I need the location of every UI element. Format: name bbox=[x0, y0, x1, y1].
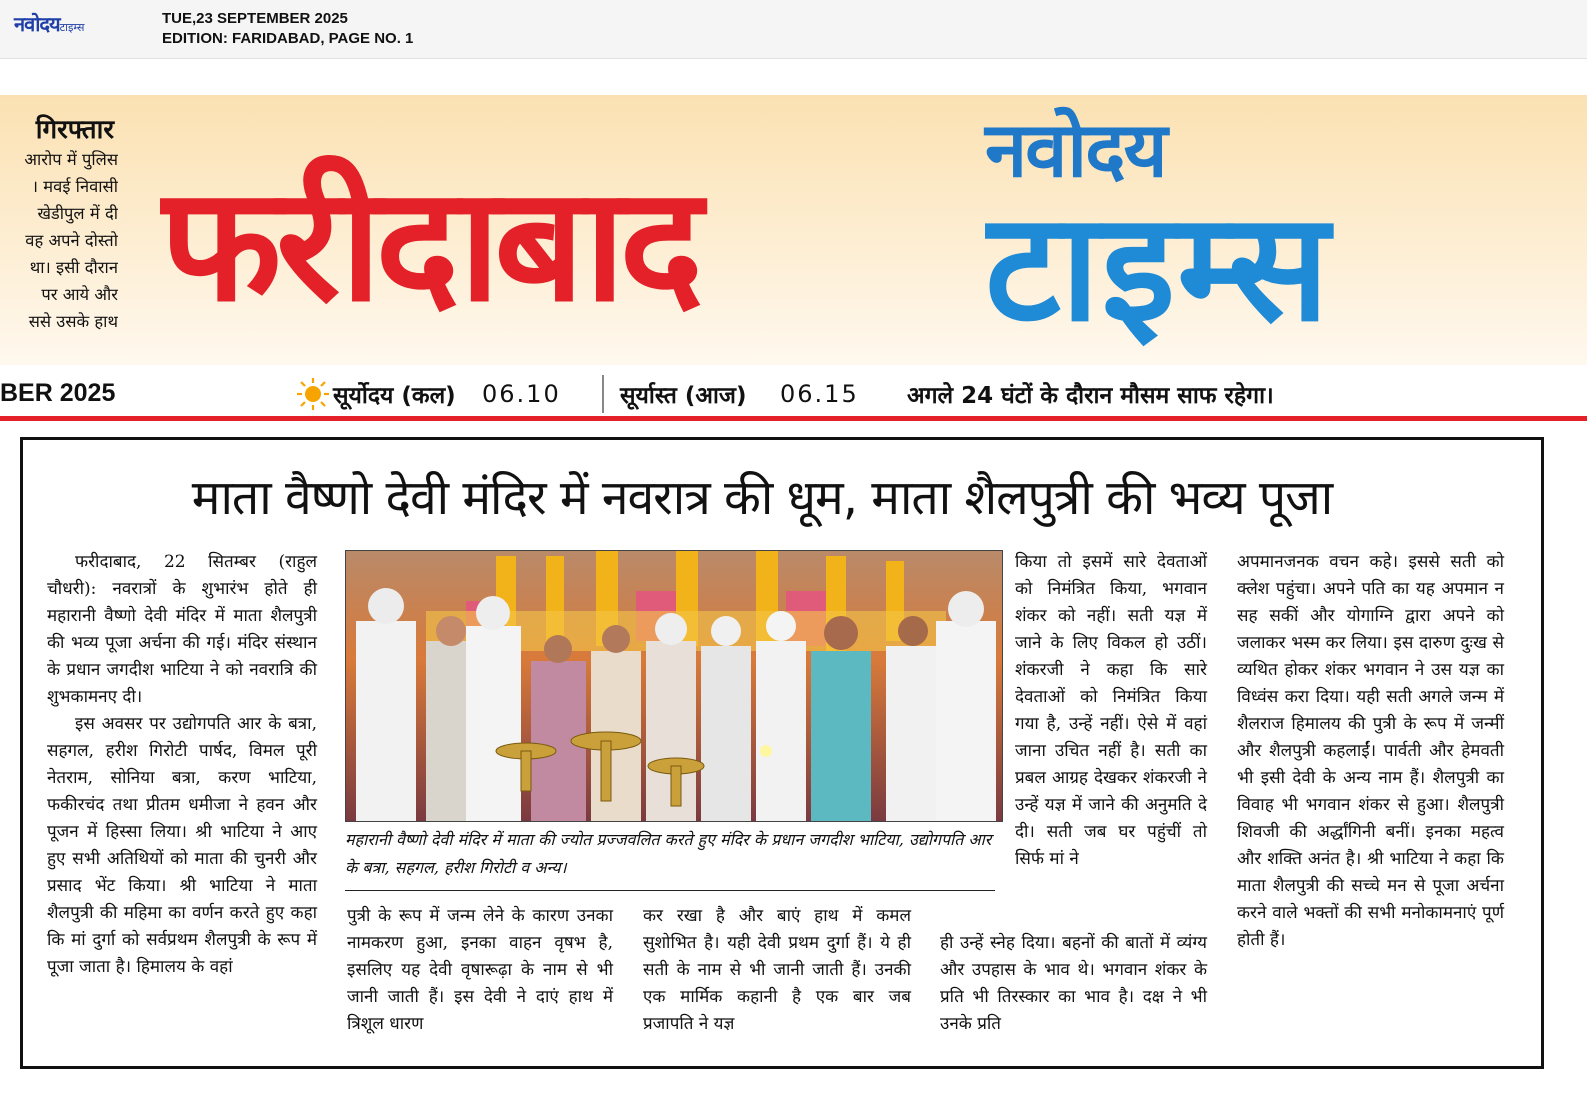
masthead-brand-bottom: टाइम्स bbox=[985, 181, 1332, 355]
teaser-line bbox=[0, 281, 118, 308]
masthead-brand-top: नवोदय bbox=[985, 105, 1166, 194]
logo-sub-text: टाइम्स bbox=[59, 21, 85, 34]
sunrise-label: सूर्योदय (कल) bbox=[333, 383, 456, 409]
teaser-heading: गिरफ्तार bbox=[35, 115, 114, 145]
viewer-header bbox=[0, 0, 1587, 59]
weather-strip bbox=[0, 373, 1587, 417]
masthead-red-rule bbox=[0, 416, 1587, 421]
edition-info bbox=[162, 9, 413, 49]
article-column-4-bottom bbox=[940, 930, 1207, 1038]
issue-date: TUE,23 SEPTEMBER 2025 bbox=[162, 10, 348, 27]
weather-forecast: अगले 24 घंटों के दौरान मौसम साफ रहेगा। bbox=[907, 383, 1274, 409]
logo-main-text: नवोदय bbox=[14, 12, 60, 36]
sunset-label: सूर्यास्त (आज) bbox=[620, 383, 747, 409]
teaser-line-text: आरोप में पुलिस bbox=[24, 150, 118, 169]
teaser-line bbox=[0, 254, 118, 281]
teaser-line-text: पर आये और bbox=[41, 285, 118, 304]
article-headline: माता वैष्णो देवी मंदिर में नवरात्र की धूम, माता शैलपुत्री की भव्य पूजा bbox=[191, 470, 1333, 526]
article-paragraph: फरीदाबाद, 22 सितम्बर (राहुल चौधरी): नवरात्रों के शुभारंभ होते ही महारानी वैष्णो देवी मंदिर में माता शैलपुत्री की भव्य पूजा अर्चना की गई। मंदिर संस्थान के प्रधान जगदीश भाटिया ने को नवरात्रि की शुभकामनए दी। bbox=[47, 552, 317, 707]
article-paragraph: पुत्री के रूप में जन्म लेने के कारण उनका नामकरण हुआ, इनका वाहन वृषभ है, इसलिए यह देवी वृषारूढ़ा के नाम से भी जानी जाती हैं। इस देवी ने दाएं हाथ में त्रिशूल धारण bbox=[347, 906, 613, 1034]
teaser-line-text: था। इसी दौरान bbox=[29, 258, 118, 277]
teaser-line-text: खेडीपुल में दी bbox=[37, 204, 118, 223]
masthead-city-title: फरीदाबाद bbox=[160, 153, 698, 337]
teaser-line-text: ससे उसके हाथ bbox=[28, 312, 118, 331]
article-column-4 bbox=[1015, 549, 1207, 873]
sunset-time: 06.15 bbox=[780, 380, 859, 408]
caption-rule bbox=[345, 890, 995, 891]
strip-divider bbox=[602, 375, 604, 413]
teaser-line-text: । मवई निवासी bbox=[31, 177, 118, 196]
teaser-column bbox=[0, 110, 118, 335]
teaser-line bbox=[0, 200, 118, 227]
masthead-date: BER 2025 bbox=[0, 379, 116, 407]
teaser-line bbox=[0, 173, 118, 200]
article-paragraph: किया तो इसमें सारे देवताओं को निमंत्रित किया, भगवान शंकर को नहीं। सती यज्ञ में जाने के लिए विकल हो उठीं। शंकरजी ने कहा कि सारे देवताओं को निमंत्रित किया गया है, उन्हें नहीं। ऐसे में वहां जाना उचित नहीं है। सती का प्रबल आग्रह देखकर शंकरजी ने उन्हें यज्ञ में जाने की अनुमति दे दी। सती जब घर पहुंचीं तो सिर्फ मां ने bbox=[1015, 552, 1207, 869]
teaser-line bbox=[0, 227, 118, 254]
teaser-line bbox=[0, 146, 118, 173]
sun-icon bbox=[296, 377, 330, 411]
article-column-5 bbox=[1237, 549, 1504, 954]
puja-scene-image bbox=[346, 551, 1002, 821]
article-column-1 bbox=[47, 549, 317, 981]
photo-caption: महारानी वैष्णो देवी मंदिर में माता की ज्योत प्रज्जवलित करते हुए मंदिर के प्रधान जगदीश भाटिया, उद्योगपति आर के बत्रा, सहगल, हरीश गिरोटी व अन्य। bbox=[345, 830, 992, 877]
edition-page: EDITION: FARIDABAD, PAGE NO. 1 bbox=[162, 30, 414, 47]
article-paragraph: अपमानजनक वचन कहे। इससे सती को क्लेश पहुंचा। अपने पति का यह अपमान न सह सकीं और योगाग्नि द्वारा अपने को जलाकर भस्म कर लिया। इस दारुण दुःख से व्यथित होकर शंकर भगवान ने उस यज्ञ का विध्वंस करा दिया। यही सती अगले जन्म में शैलराज हिमालय की पुत्री के रूप में जन्मीं और शैलपुत्री कहलाईं। पार्वती और हेमवती भी इसी देवी के अन्य नाम हैं। शैलपुत्री का विवाह भी भगवान शंकर से हुआ। शैलपुत्री शिवजी की अर्द्धांगिनी बनीं। इनका महत्व और शक्ति अनंत है। श्री भाटिया ने कहा कि माता शैलपुत्री की सच्चे मन से पूजा अर्चना करने वाले भक्तों की सभी मनोकामनाएं पूर्ण होती हैं। bbox=[1237, 552, 1504, 950]
article-paragraph: ही उन्हें स्नेह दिया। बहनों की बातों में व्यंग्य और उपहास के भाव थे। भगवान शंकर के प्रति भी तिरस्कार का भाव है। दक्ष ने भी उनके प्रति bbox=[940, 933, 1207, 1034]
article-paragraph: इस अवसर पर उद्योगपति आर के बत्रा, सहगल, हरीश गिरोटी पार्षद, विमल पूरी नेतराम, सोनिया बत्रा, करण भाटिया, फकीरचंद तथा प्रीतम धमीजा ने हवन और पूजन में हिस्सा लिया। श्री भाटिया ने आए हुए सभी अतिथियों को माता की चुनरी और प्रसाद भेंट किया। श्री भाटिया ने माता शैलपुत्री की महिमा का वर्णन करते हुए कहा कि मां दुर्गा को सर्वप्रथम शैलपुत्री के रूप में पूजा जाता है। हिमालय के वहां bbox=[47, 714, 317, 977]
article-column-2 bbox=[347, 903, 613, 1038]
article-column-3 bbox=[643, 903, 911, 1038]
teaser-line-text: वह अपने दोस्तो bbox=[25, 231, 118, 250]
sunrise-time: 06.10 bbox=[482, 380, 561, 408]
newspaper-logo[interactable] bbox=[14, 10, 84, 37]
article-paragraph: कर रखा है और बाएं हाथ में कमल सुशोभित है। यही देवी प्रथम दुर्गा हैं। ये ही सती के नाम से भी जानी जाती हैं। उनकी एक मार्मिक कहानी है एक बार जब प्रजापति ने यज्ञ bbox=[643, 906, 911, 1034]
article-photo[interactable] bbox=[345, 550, 1003, 822]
teaser-line bbox=[0, 308, 118, 335]
